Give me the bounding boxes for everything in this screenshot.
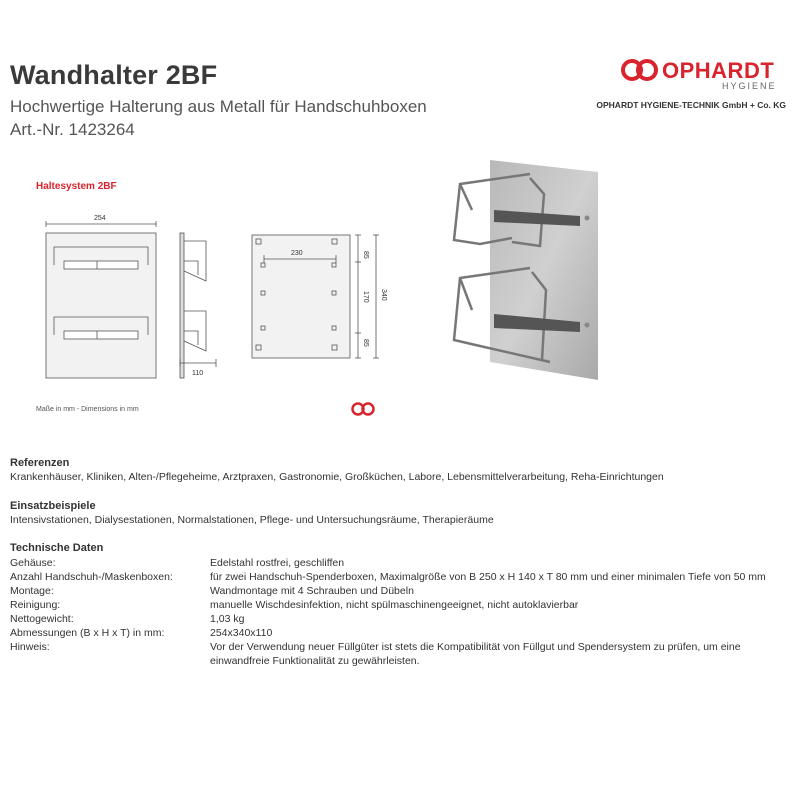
chain-link-icon [350, 401, 376, 417]
row-value: 254x340x110 [210, 627, 273, 639]
table-row [10, 640, 790, 668]
ophardt-logo [620, 58, 796, 92]
dim-height-label: 340 [380, 289, 387, 301]
back-view [252, 235, 379, 358]
chain-link-icon [620, 58, 660, 82]
row-value: 1,03 kg [210, 613, 245, 625]
technical-drawing [20, 205, 400, 385]
dim-inner-width-label: 230 [291, 250, 303, 257]
row-value: Wandmontage mit 4 Schrauben und Dübeln [210, 585, 414, 597]
row-key: Nettogewicht: [10, 613, 74, 625]
row-key: Hinweis: [10, 641, 50, 653]
table-row [10, 584, 790, 598]
references-heading: Referenzen [10, 457, 70, 469]
usage-text: Intensivstationen, Dialysestationen, Normalstationen, Pflege- und Untersuchungsräume, Therapieräume [10, 514, 494, 526]
page-subtitle: Hochwertige Halterung aus Metall für Handschuhboxen [10, 97, 427, 116]
row-key: Montage: [10, 585, 54, 597]
technical-data-table [10, 556, 790, 668]
table-row [10, 612, 790, 626]
references-section [10, 457, 664, 483]
row-value: Vor der Verwendung neuer Füllgüter ist stets die Kompatibilität von Füllgut und Spendersystem zu prüfen, um eine einwandfreie Funktionalität zu gewährleisten. [210, 641, 741, 667]
dim-bottom-label: 85 [362, 339, 369, 347]
row-key: Anzahl Handschuh-/Maskenboxen: [10, 571, 173, 583]
row-value: Edelstahl rostfrei, geschliffen [210, 557, 345, 569]
page-title: Wandhalter 2BF [10, 60, 218, 90]
table-row [10, 570, 790, 584]
product-photo [440, 150, 770, 390]
article-number: Art.-Nr. 1423264 [10, 120, 135, 139]
dimensions-note: Maße in mm - Dimensions in mm [36, 406, 139, 413]
table-row [10, 598, 790, 612]
front-view [46, 221, 156, 378]
logo-wordmark: OPHARDT [662, 58, 775, 83]
table-row [10, 556, 790, 570]
dim-middle-label: 170 [362, 291, 369, 303]
usage-section [10, 500, 494, 526]
technical-heading: Technische Daten [10, 542, 104, 554]
table-row [10, 626, 790, 640]
references-text: Krankenhäuser, Kliniken, Alten-/Pflegeheime, Arztpraxen, Gastronomie, Großküchen, Labore, Lebensmittelverarbeitung, Reha-Einrichtungen [10, 471, 664, 483]
row-value: für zwei Handschuh-Spenderboxen, Maximalgröße von B 250 x H 140 x T 80 mm und einer minimalen Tiefe von 50 mm [210, 571, 766, 583]
drawing-title: Haltesystem 2BF [36, 181, 117, 192]
row-value: manuelle Wischdesinfektion, nicht spülmaschinengeeignet, nicht autoklavierbar [210, 599, 579, 611]
company-name: OPHARDT HYGIENE-TECHNIK GmbH + Co. KG [596, 100, 786, 110]
dim-depth-label: 110 [192, 370, 204, 377]
row-key: Reinigung: [10, 599, 61, 611]
usage-heading: Einsatzbeispiele [10, 500, 96, 512]
dim-width-label: 254 [94, 215, 106, 222]
row-key: Abmessungen (B x H x T) in mm: [10, 627, 165, 639]
dim-top-label: 85 [362, 251, 369, 259]
side-view [180, 233, 216, 378]
logo-subline: HYGIENE [722, 81, 777, 91]
row-key: Gehäuse: [10, 557, 56, 569]
technical-section [10, 542, 103, 556]
